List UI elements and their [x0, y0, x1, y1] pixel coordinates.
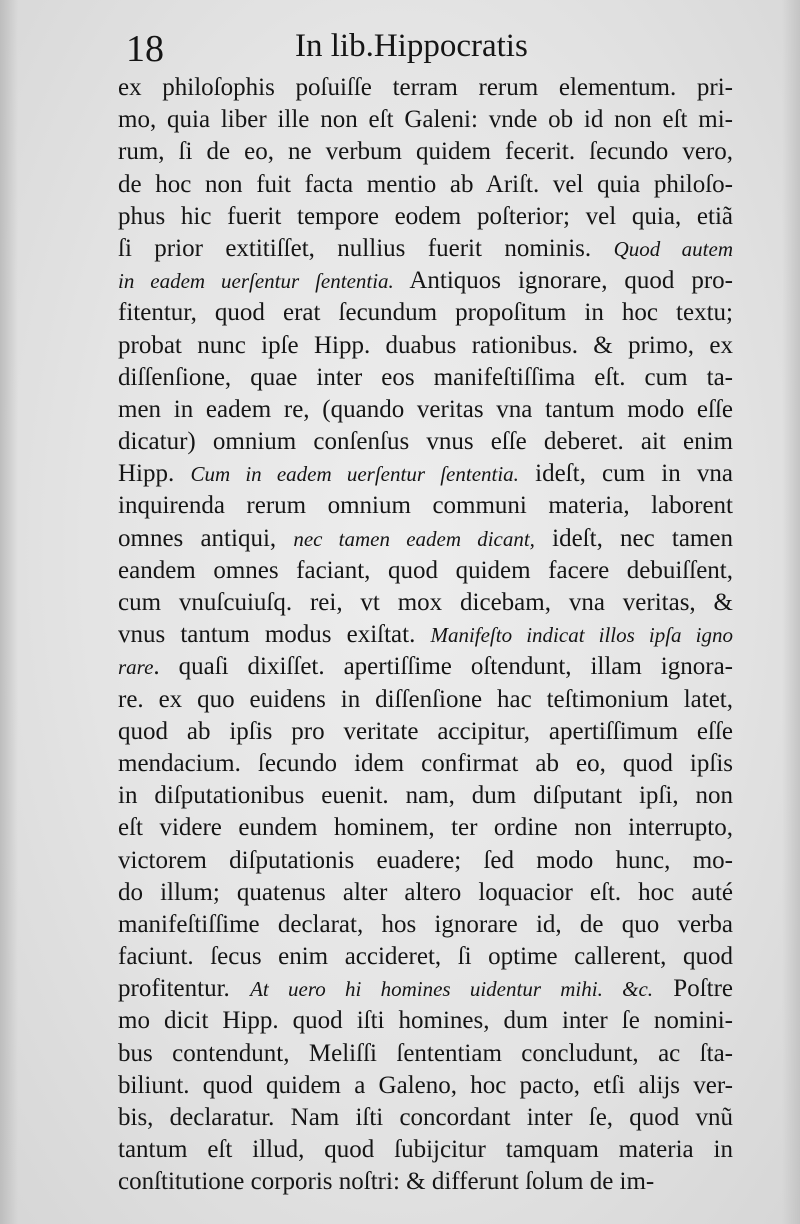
text-line [118, 426, 733, 458]
text-line [118, 780, 733, 812]
page-number: 18 [126, 28, 164, 70]
text-segment: de hoc non fuit facta mentio ab Ariſt. vel quia philoſo- [118, 170, 733, 198]
text-line [118, 909, 733, 941]
text-segment: mo, quia liber ille non eſt Galeni: vnde ob id non eſt mi- [118, 106, 733, 134]
text-line [118, 458, 733, 490]
text-line [118, 1134, 733, 1166]
text-line [118, 877, 733, 909]
text-line [118, 1166, 733, 1198]
italic-segment: in eadem uerſentur ſententia. [118, 269, 394, 294]
text-segment: Hipp. [118, 460, 191, 488]
text-line [118, 716, 733, 748]
italic-segment: Quod autem [613, 236, 733, 261]
text-segment: conſtitutione corporis noſtri: & differunt ſolum de im- [118, 1168, 655, 1196]
text-segment: ſi prior extitiſſet, nullius fuerit nominis. [118, 234, 614, 262]
text-segment: tantum eſt illud, quod ſubijcitur tamquam materia in [118, 1136, 733, 1164]
text-segment: ex philoſophis poſuiſſe terram rerum elementum. pri- [118, 74, 733, 101]
text-segment: probat nunc ipſe Hipp. duabus rationibus. & primo, ex [118, 331, 733, 359]
text-segment: phus hic fuerit tempore eodem poſterior; vel quia, etiã [118, 202, 733, 230]
text-line [118, 1038, 733, 1070]
text-segment: do illum; quatenus alter altero loquacior eſt. hoc auté [118, 878, 733, 906]
text-segment: re. ex quo euidens in diſſenſione hac teſtimonium latet, [118, 685, 733, 713]
text-line [118, 973, 733, 1005]
text-line [118, 490, 733, 522]
text-line [118, 362, 733, 394]
text-line [118, 297, 733, 329]
text-segment: inquirenda rerum omnium communi materia, laborent [118, 492, 733, 520]
text-segment: victorem diſputationis euadere; ſed modo hunc, mo- [118, 846, 733, 874]
text-line [118, 1070, 733, 1102]
text-line [118, 555, 733, 587]
text-line [118, 748, 733, 780]
text-segment: bis, declaratur. Nam iſti concordant inter ſe, quod vnũ [118, 1104, 733, 1131]
text-line [118, 233, 733, 265]
text-line [118, 812, 733, 844]
text-line [118, 684, 733, 716]
body-text [118, 72, 733, 1199]
text-line [118, 941, 733, 973]
text-segment: dicatur) omnium conſenſus vnus eſſe deberet. ait enim [118, 428, 733, 456]
text-segment: profitentur. [118, 975, 251, 1003]
text-segment: fitentur, quod erat ſecundum propoſitum in hoc textu; [118, 299, 733, 327]
text-line [118, 587, 733, 619]
page-right-edge [782, 0, 800, 1224]
text-line [118, 1102, 733, 1134]
text-segment: Poſtre [653, 975, 734, 1003]
text-segment: omnes antiqui, [118, 524, 294, 552]
text-segment: bus contendunt, Meliſſi ſententiam concludunt, ac ſta- [118, 1039, 733, 1067]
text-line [118, 104, 733, 136]
italic-segment: At uero hi homines uidentur mihi. &c. [250, 977, 654, 1002]
text-segment: mendacium. ſecundo idem confirmat ab eo, quod ipſis [118, 749, 733, 777]
italic-segment: nec tamen eadem dicant, [293, 526, 535, 551]
text-line [118, 394, 733, 426]
text-segment: eandem omnes faciant, quod quidem facere debuiſſent, [118, 556, 733, 584]
text-line [118, 330, 733, 362]
text-line [118, 523, 733, 555]
text-segment: eſt videre eundem hominem, ter ordine non interrupto, [118, 814, 733, 842]
text-line [118, 1005, 733, 1037]
text-segment: vnus tantum modus exiſtat. [118, 621, 431, 649]
text-segment: Antiquos ignorare, quod pro- [393, 267, 734, 295]
italic-segment: Manifeſto indicat illos ipſa igno [430, 623, 733, 648]
text-segment: men in eadem re, (quando veritas vna tantum modo eſſe [118, 395, 733, 423]
text-line [118, 169, 733, 201]
text-line [118, 72, 733, 104]
text-line [118, 619, 733, 651]
text-line [118, 201, 733, 233]
text-segment: quod ab ipſis pro veritate accipitur, apertiſſimum eſſe [118, 717, 733, 745]
text-segment: faciunt. ſecus enim accideret, ſi optime callerent, quod [118, 943, 733, 971]
italic-segment: Cum in eadem uerſentur ſententia. [190, 462, 519, 487]
text-segment: . quaſi dixiſſet. apertiſſime oſtendunt, illam ignora- [153, 653, 733, 681]
text-segment: diſſenſione, quae inter eos manifeſtiſſima eſt. cum ta- [118, 363, 733, 391]
italic-segment: rare [118, 655, 154, 680]
text-segment: biliunt. quod quidem a Galeno, hoc pacto, etſi alijs ver- [118, 1071, 733, 1099]
text-line [118, 136, 733, 168]
text-segment: in diſputationibus euenit. nam, dum diſputant ipſi, non [118, 782, 733, 810]
page-left-edge [0, 0, 18, 1224]
text-segment: mo dicit Hipp. quod iſti homines, dum inter ſe nomini- [118, 1007, 733, 1035]
text-segment: rum, ſi de eo, ne verbum quidem fecerit. ſecundo vero, [118, 138, 733, 166]
text-line [118, 845, 733, 877]
text-line [118, 265, 733, 297]
text-segment: manifeſtiſſime declarat, hos ignorare id, de quo verba [118, 910, 733, 938]
text-segment: cum vnuſcuiuſq. rei, vt mox dicebam, vna veritas, & [118, 589, 733, 616]
text-line [118, 651, 733, 683]
running-head: In lib.Hippocratis [295, 28, 528, 64]
text-segment: ideſt, cum in vna [518, 460, 733, 488]
text-segment: ideſt, nec tamen [534, 524, 733, 552]
